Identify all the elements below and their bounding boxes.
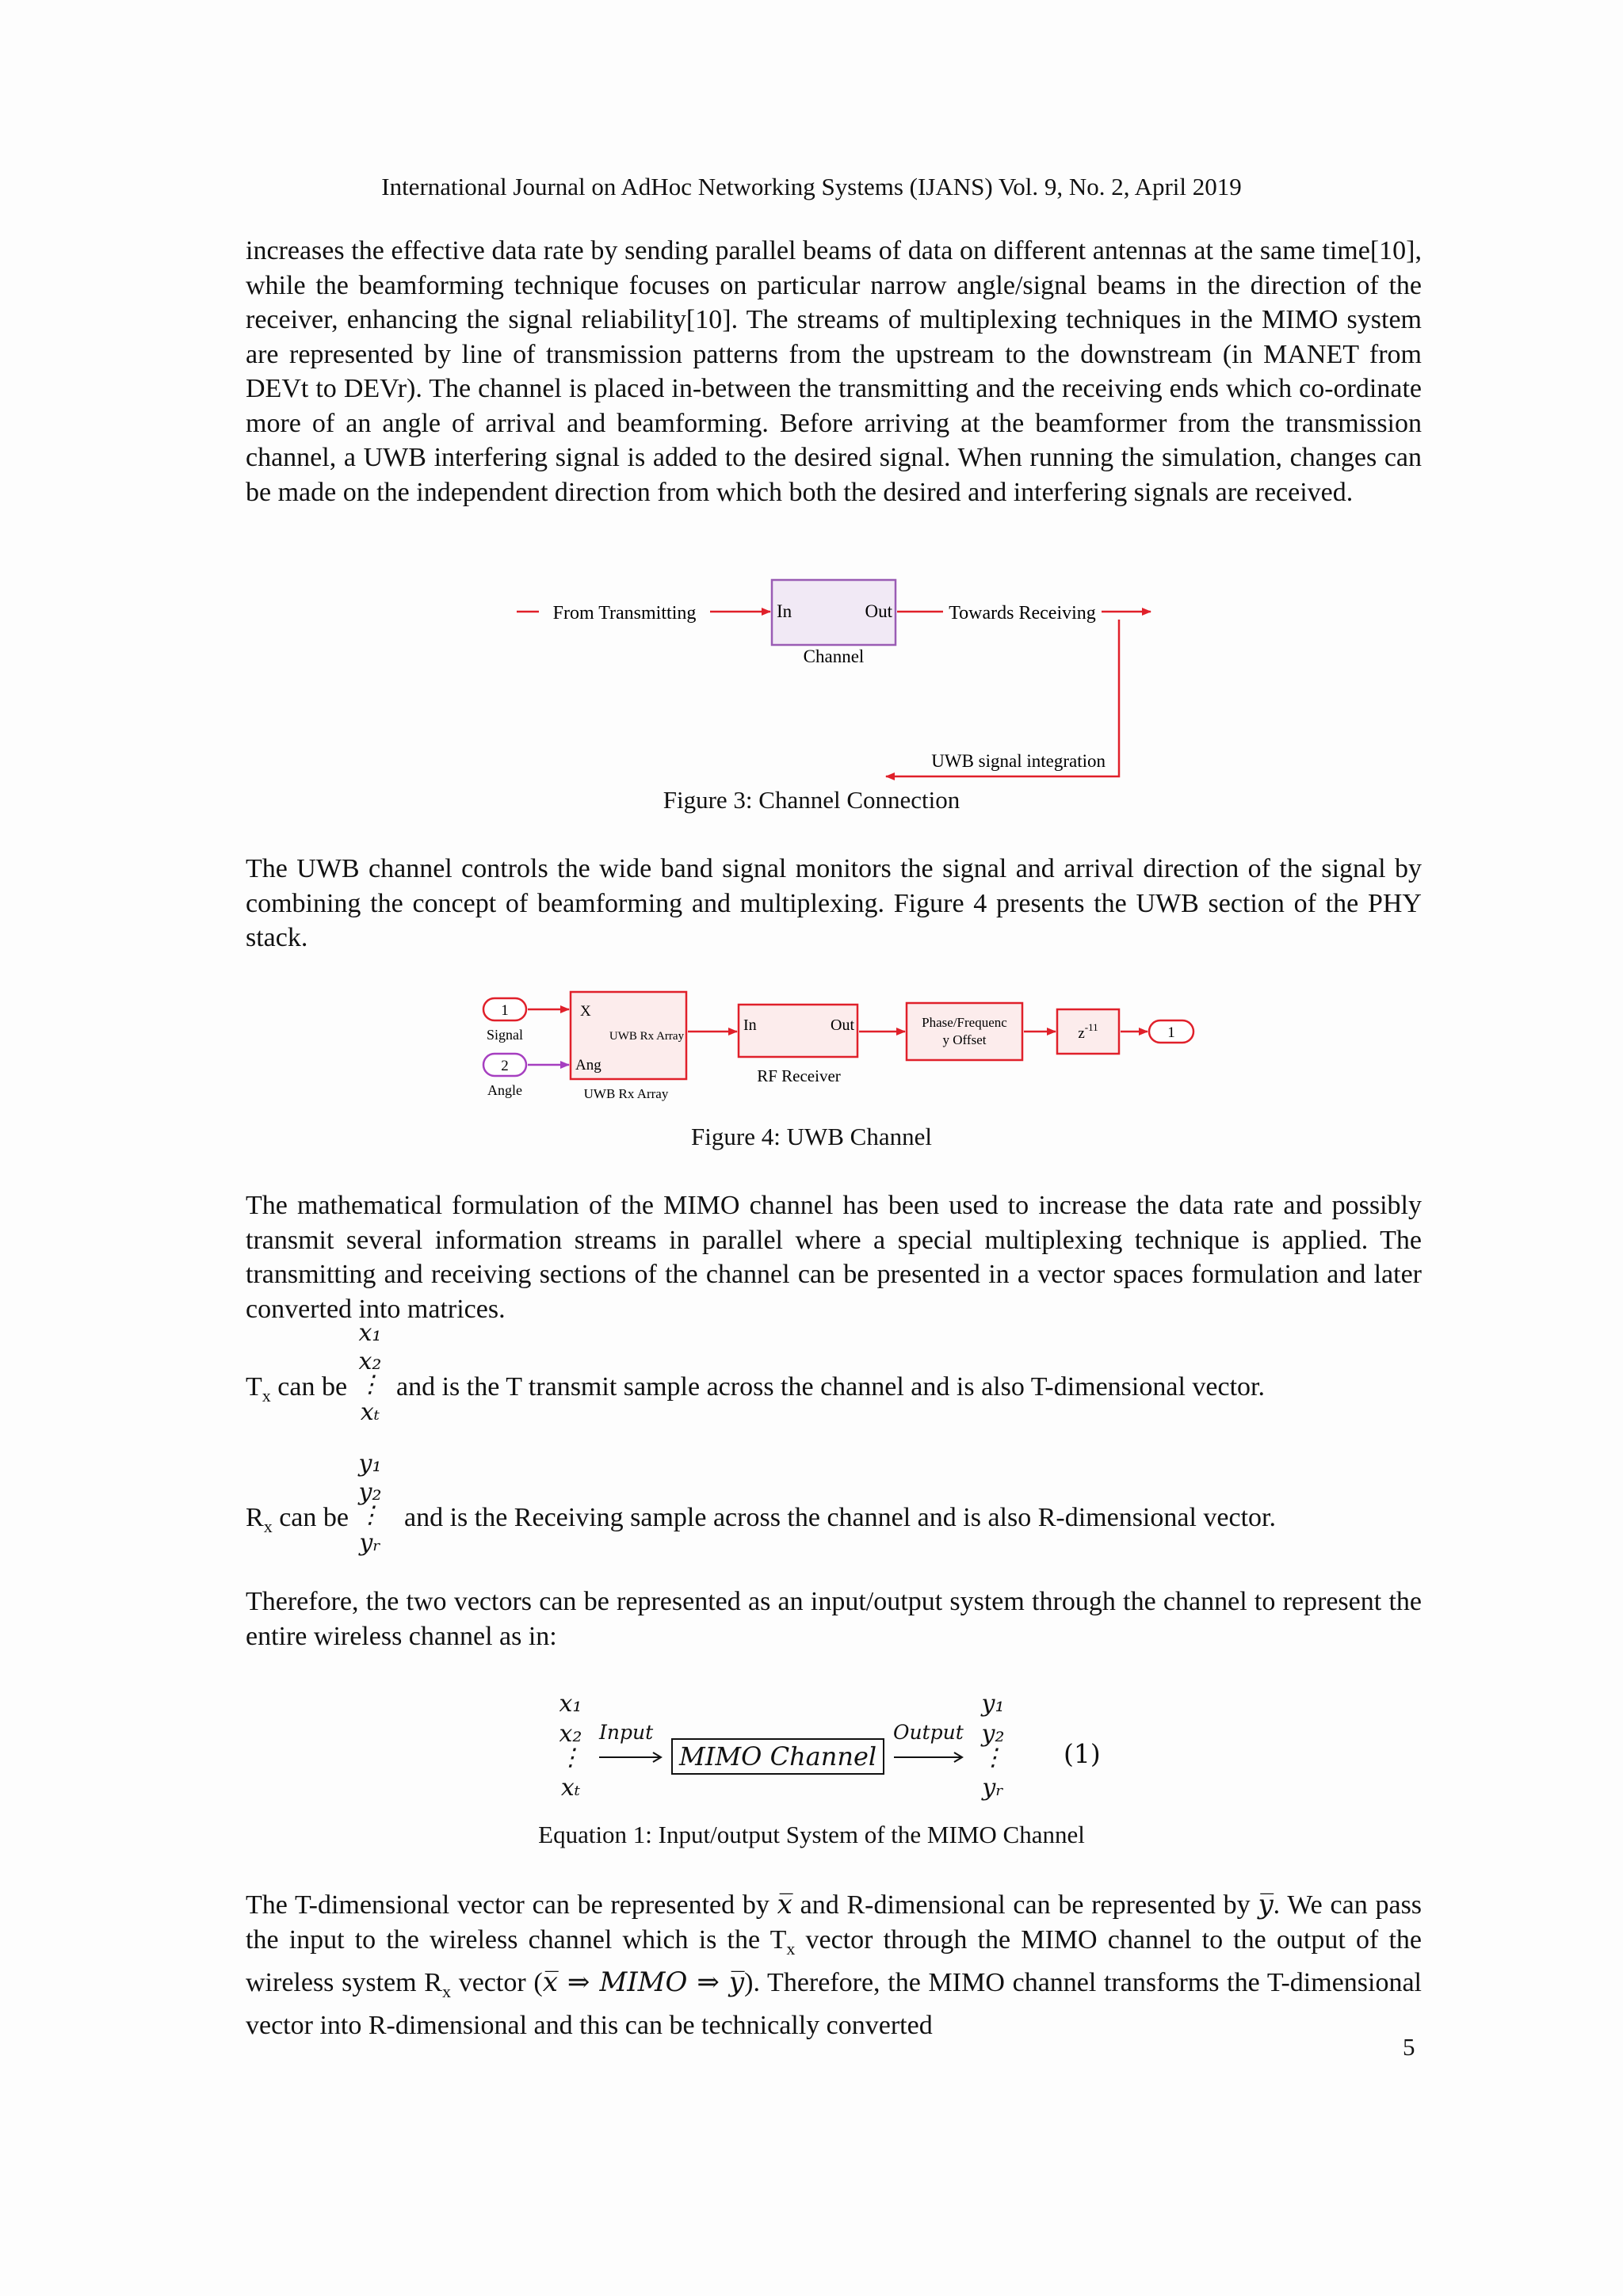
mimo-flow: x̅ ⇒ MIMO ⇒ y̅	[542, 1966, 745, 1998]
eq-input-label: Input	[599, 1721, 654, 1744]
rx-y2: y₂	[358, 1478, 382, 1506]
tx-prefix: T	[246, 1372, 262, 1402]
rx-description: and is the Receiving sample across the channel and is also R-dimensional vector.	[404, 1503, 1276, 1532]
delay-label: $z^{-11}$	[1078, 1021, 1098, 1042]
tx-sentence	[246, 1372, 347, 1406]
eq-output-arrow	[894, 1749, 965, 1765]
rx-prefix: R	[246, 1503, 264, 1532]
eq-yr: yᵣ	[982, 1774, 1004, 1802]
xbar-symbol: x̅	[777, 1889, 792, 1920]
array-x-port: X	[580, 1003, 591, 1020]
phase-label-line1: Phase/Frequenc	[922, 1015, 1007, 1030]
figure-4-caption: Figure 4: UWB Channel	[691, 1123, 932, 1150]
angle-label: Angle	[487, 1082, 522, 1098]
paragraph-math-formulation: The mathematical formulation of the MIMO channel has been used to increase the data rate and possibly transmit several information streams in parallel where a special multiplexing technique is applied. The transmitting and receiving sections of the channel can be presented in a vector spaces formulation and later converted into matrices.	[246, 1191, 1422, 1324]
eq-x2: x₂	[559, 1720, 582, 1748]
phase-offset-block	[907, 1003, 1022, 1060]
eq-mimo-box: MIMO Channel	[671, 1738, 884, 1775]
tx-dots: ⋮	[358, 1371, 382, 1398]
figure-3-channel-connection	[0, 555, 1623, 824]
rf-out-port: Out	[831, 1016, 854, 1034]
eq-x-vector	[559, 1689, 582, 1803]
rx-sentence	[246, 1503, 349, 1537]
ybar-symbol: y̅	[1258, 1889, 1274, 1920]
rx-vector	[358, 1450, 382, 1558]
phase-label-line2: y Offset	[942, 1032, 987, 1047]
figure-3-caption: Figure 3: Channel Connection	[663, 786, 960, 814]
rx-sub: x	[263, 1516, 273, 1536]
eq-y-dots: ⋮	[981, 1744, 1005, 1772]
tx-vector	[358, 1319, 382, 1427]
paragraph-io-system: Therefore, the two vectors can be represented as an input/output system through the channel to represent the entire wireless channel as in:	[246, 1587, 1422, 1651]
towards-receiving-label: Towards Receiving	[949, 603, 1096, 624]
array-name: UWB Rx Array	[609, 1030, 685, 1043]
tx-sub: x	[262, 1385, 271, 1405]
paragraph-vector-transform: The T-dimensional vector can be represented by x̅ and R-dimensional can be represented by y̅. We can pass the input to the wireless channel which is the $T_x$ vector through the MIMO channel to the output of the wireless system $R_x$ vector (x̅ ⇒ MIMO ⇒ y̅). Therefore, the MIMO channel transforms the T-dimensional vector into R-dimensional and this can be technically converted	[246, 1889, 1423, 2041]
tx-x2: x₂	[358, 1348, 382, 1375]
rf-receiver-label: RF Receiver	[757, 1066, 841, 1085]
channel-block-label: Channel	[803, 646, 865, 666]
eq-x1: x₁	[559, 1690, 582, 1718]
eq-xt: xₜ	[560, 1774, 581, 1802]
eq-number: (1)	[1064, 1738, 1101, 1769]
rx-can-be: can be	[279, 1503, 349, 1532]
array-block-label: UWB Rx Array	[583, 1086, 669, 1101]
uwb-integration-label: UWB signal integration	[931, 751, 1106, 771]
figure-4-uwb-channel	[0, 982, 1623, 1117]
channel-out-port: Out	[865, 601, 892, 621]
running-header: International Journal on AdHoc Networking Systems (IJANS) Vol. 9, No. 2, April 2019	[381, 173, 1242, 200]
equation-1	[0, 1680, 1623, 1838]
equation-1-caption: Equation 1: Input/output System of the MIMO Channel	[538, 1821, 1085, 1848]
rx-dots: ⋮	[358, 1501, 382, 1529]
angle-inport-number: 2	[501, 1058, 509, 1074]
eq-input-arrow	[599, 1749, 663, 1765]
output-port-number: 1	[1167, 1024, 1175, 1041]
rx-yr: yᵣ	[359, 1529, 381, 1557]
eq-output-label: Output	[893, 1721, 964, 1744]
eq-y-vector	[981, 1689, 1005, 1803]
rx-y1: y₁	[358, 1450, 382, 1478]
paragraph-intro: increases the effective data rate by sending parallel beams of data on different antennas at the same time[10], while the beamforming technique focuses on particular narrow angle/signal beams in the direction of the receiver, enhancing the signal reliability[10]. The streams of multiplexing techniques in the MIMO system are represented by line of transmission patterns from the upstream to the downstream (in MANET from DEVt to DEVr). The channel is placed in-between the transmitting and the receiving ends which co-ordinate more of an angle of arrival and beamforming. Before arriving at the beamformer from the transmission channel, a UWB interfering signal is added to the desired signal. When running the simulation, changes can be made on the independent direction from which both the desired and interfering signals are received.	[246, 236, 1422, 507]
page-number: 5	[1403, 2033, 1415, 2061]
signal-label: Signal	[486, 1027, 524, 1043]
signal-inport-number: 1	[501, 1002, 509, 1019]
array-ang-port: Ang	[575, 1057, 601, 1074]
eq-x-dots: ⋮	[559, 1744, 582, 1772]
paragraph-uwb-channel: The UWB channel controls the wide band signal monitors the signal and arrival direction of the signal by combining the concept of beamforming and multiplexing. Figure 4 presents the UWB section of the PHY stack.	[246, 854, 1422, 952]
from-transmitting-label: From Transmitting	[552, 603, 697, 624]
tx-description: and is the T transmit sample across the channel and is also T-dimensional vector.	[396, 1372, 1265, 1402]
tx-x1: x₁	[358, 1319, 382, 1347]
tx-xt: xₜ	[360, 1398, 380, 1426]
channel-in-port: In	[777, 601, 792, 621]
rf-in-port: In	[743, 1016, 757, 1034]
eq-y2: y₂	[981, 1720, 1005, 1748]
eq-y1: y₁	[981, 1690, 1005, 1718]
tx-can-be: can be	[277, 1372, 348, 1402]
